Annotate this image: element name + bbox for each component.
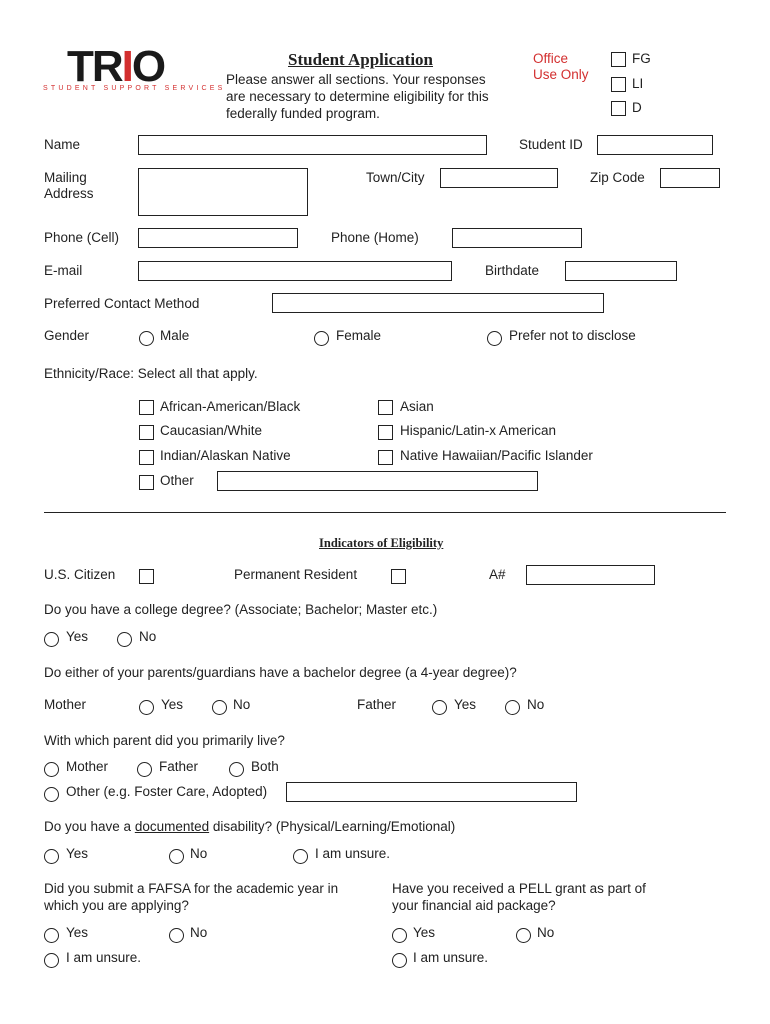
pell-unsure-label: I am unsure.	[413, 950, 489, 965]
college-no-radio[interactable]	[117, 632, 132, 647]
pell-no-radio[interactable]	[516, 928, 531, 943]
citizen-checkbox[interactable]	[139, 569, 154, 584]
q-disability-post: disability? (Physical/Learning/Emotional)	[209, 819, 456, 834]
q-college: Do you have a college degree? (Associate; Bachelor; Master etc.)	[44, 602, 438, 617]
eth-asian-checkbox[interactable]	[378, 400, 393, 415]
permanent-checkbox[interactable]	[391, 569, 406, 584]
mailing-label-line1: Mailing	[44, 170, 87, 185]
lived-mother-radio[interactable]	[44, 762, 59, 777]
mother-yes-label: Yes	[161, 697, 184, 712]
eth-hawaiian-label: Native Hawaiian/Pacific Islander	[400, 448, 593, 463]
office-label-line1: Office	[533, 51, 569, 66]
gender-female-radio[interactable]	[314, 331, 329, 346]
father-label: Father	[357, 697, 397, 712]
email-field[interactable]	[138, 261, 452, 281]
a-number-label: A#	[489, 567, 506, 582]
eth-indian-checkbox[interactable]	[139, 450, 154, 465]
logo-text-o: O	[131, 42, 165, 91]
father-no-label: No	[527, 697, 545, 712]
father-no-radio[interactable]	[505, 700, 520, 715]
eth-african-checkbox[interactable]	[139, 400, 154, 415]
town-label: Town/City	[366, 170, 425, 185]
email-label: E-mail	[44, 263, 83, 278]
section-divider	[44, 512, 726, 513]
fafsa-unsure-radio[interactable]	[44, 953, 59, 968]
birthdate-field[interactable]	[565, 261, 677, 281]
gender-label: Gender	[44, 328, 90, 343]
fafsa-yes-label: Yes	[66, 925, 89, 940]
phone-home-label: Phone (Home)	[331, 230, 419, 245]
lived-other-field[interactable]	[286, 782, 577, 802]
phone-cell-field[interactable]	[138, 228, 298, 248]
lived-mother-label: Mother	[66, 759, 109, 774]
zip-field[interactable]	[660, 168, 720, 188]
office-fg-label: FG	[632, 51, 651, 66]
gender-prefer-not-label: Prefer not to disclose	[509, 328, 636, 343]
eth-other-checkbox[interactable]	[139, 475, 154, 490]
eth-african-label: African-American/Black	[160, 399, 301, 414]
office-label-line2: Use Only	[533, 67, 589, 82]
q-fafsa-line2: which you are applying?	[44, 898, 189, 913]
father-yes-radio[interactable]	[432, 700, 447, 715]
eth-indian-label: Indian/Alaskan Native	[160, 448, 291, 463]
disability-yes-radio[interactable]	[44, 849, 59, 864]
pell-unsure-radio[interactable]	[392, 953, 407, 968]
disability-no-label: No	[190, 846, 208, 861]
eth-hispanic-label: Hispanic/Latin-x American	[400, 423, 557, 438]
page-title: Student Application	[288, 50, 434, 69]
lived-both-label: Both	[251, 759, 279, 774]
q-disability	[44, 819, 455, 835]
lived-father-radio[interactable]	[137, 762, 152, 777]
eth-other-label: Other	[160, 473, 194, 488]
citizen-label: U.S. Citizen	[44, 567, 116, 582]
college-no-label: No	[139, 629, 157, 644]
q-pell-line1: Have you received a PELL grant as part of	[392, 881, 646, 896]
college-yes-radio[interactable]	[44, 632, 59, 647]
college-yes-label: Yes	[66, 629, 89, 644]
a-number-field[interactable]	[526, 565, 655, 585]
name-label: Name	[44, 137, 81, 152]
logo-subtitle: STUDENT SUPPORT SERVICES	[43, 85, 226, 92]
permanent-label: Permanent Resident	[234, 567, 358, 582]
mother-label: Mother	[44, 697, 87, 712]
zip-label: Zip Code	[590, 170, 645, 185]
pell-no-label: No	[537, 925, 555, 940]
q-pell-line2: your financial aid package?	[392, 898, 556, 913]
eth-asian-label: Asian	[400, 399, 434, 414]
name-field[interactable]	[138, 135, 487, 155]
disability-yes-label: Yes	[66, 846, 89, 861]
q-fafsa-line1: Did you submit a FAFSA for the academic year in	[44, 881, 339, 896]
ethnicity-prompt: Ethnicity/Race: Select all that apply.	[44, 366, 258, 381]
q-disability-pre: Do you have a	[44, 819, 135, 834]
eth-other-field[interactable]	[217, 471, 538, 491]
disability-unsure-radio[interactable]	[293, 849, 308, 864]
lived-other-radio[interactable]	[44, 787, 59, 802]
gender-female-label: Female	[336, 328, 382, 343]
eth-hawaiian-checkbox[interactable]	[378, 450, 393, 465]
fafsa-unsure-label: I am unsure.	[66, 950, 142, 965]
birthdate-label: Birthdate	[485, 263, 540, 278]
disability-no-radio[interactable]	[169, 849, 184, 864]
mailing-label-line2: Address	[44, 186, 94, 201]
q-lived: With which parent did you primarily live?	[44, 733, 285, 748]
lived-both-radio[interactable]	[229, 762, 244, 777]
lived-father-label: Father	[159, 759, 199, 774]
disability-unsure-label: I am unsure.	[315, 846, 391, 861]
intro-line-3: federally funded program.	[226, 106, 380, 121]
student-id-field[interactable]	[597, 135, 713, 155]
office-d-label: D	[632, 100, 642, 115]
phone-cell-label: Phone (Cell)	[44, 230, 120, 245]
fafsa-yes-radio[interactable]	[44, 928, 59, 943]
office-fg-checkbox[interactable]	[611, 52, 626, 67]
contact-method-label: Preferred Contact Method	[44, 296, 200, 311]
mother-yes-radio[interactable]	[139, 700, 154, 715]
q-disability-underlined: documented	[134, 819, 210, 834]
eth-caucasian-checkbox[interactable]	[139, 425, 154, 440]
fafsa-no-radio[interactable]	[169, 928, 184, 943]
lived-other-label: Other (e.g. Foster Care, Adopted)	[66, 784, 268, 799]
pell-yes-radio[interactable]	[392, 928, 407, 943]
eligibility-heading: Indicators of Eligibility	[319, 536, 444, 550]
intro-line-2: are necessary to determine eligibility for this	[226, 89, 489, 104]
gender-prefer-not-radio[interactable]	[487, 331, 502, 346]
gender-male-radio[interactable]	[139, 331, 154, 346]
student-id-label: Student ID	[519, 137, 583, 152]
intro-line-1: Please answer all sections. Your responses	[226, 72, 486, 87]
mother-no-radio[interactable]	[212, 700, 227, 715]
contact-method-field[interactable]	[272, 293, 604, 313]
father-yes-label: Yes	[454, 697, 477, 712]
gender-male-label: Male	[160, 328, 190, 343]
mother-no-label: No	[233, 697, 251, 712]
mailing-address-field[interactable]	[138, 168, 308, 216]
eth-hispanic-checkbox[interactable]	[378, 425, 393, 440]
office-li-checkbox[interactable]	[611, 77, 626, 92]
q-parents: Do either of your parents/guardians have a bachelor degree (a 4-year degree)?	[44, 665, 517, 680]
pell-yes-label: Yes	[413, 925, 436, 940]
logo-text-tr: TR	[67, 42, 122, 91]
office-d-checkbox[interactable]	[611, 101, 626, 116]
eth-caucasian-label: Caucasian/White	[160, 423, 263, 438]
phone-home-field[interactable]	[452, 228, 582, 248]
office-li-label: LI	[632, 76, 644, 91]
town-field[interactable]	[440, 168, 558, 188]
fafsa-no-label: No	[190, 925, 208, 940]
logo-text-i: I	[121, 42, 132, 91]
